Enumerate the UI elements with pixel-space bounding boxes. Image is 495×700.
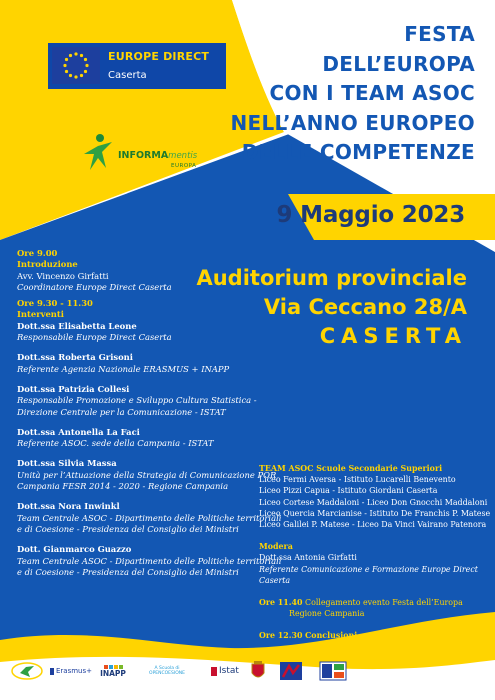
title-line: DELLE COMPETENZE [241,140,475,164]
link-text: Collegamento evento Festa dell’Europa [305,598,463,608]
intro-time: Ore 9.00 [17,248,58,258]
regione-campania-logo [278,660,304,682]
closing-label: Conclusioni [305,631,358,641]
venue-city: CASERTA [319,324,467,348]
moderator-label: Modera [259,542,293,552]
speaker-name: Dott.ssa Roberta Grisoni [17,352,133,363]
teams-and-schedule [259,463,491,642]
speaker-name: Dott.ssa Elisabetta Leone [17,320,137,331]
intro-name: Avv. Vincenzo Girfatti [17,270,109,281]
speaker-name: Dott.ssa Silvia Massa [17,458,117,469]
school-pair: Liceo Fermi Aversa - Istituto Lucarelli Benevento [259,475,456,485]
teams-heading: TEAM ASOC Scuole Secondarie Superiori [259,464,443,473]
link-region: Regione Campania [289,609,365,619]
moderator-name: Dott.ssa Antonia Girfatti [259,553,357,563]
speaker-name: Dott.ssa Patrizia Collesi [17,383,130,394]
intro-label: Introduzione [17,259,78,270]
talks-label: Interventi [17,309,64,320]
informamentis-logo [10,660,44,682]
eu-flag-icon [52,47,100,84]
title-line: CON I TEAM ASOC [269,81,475,105]
informamentis-figure-icon [76,128,120,178]
school-pair: Liceo Galilei P. Matese - Liceo Da Vinci Vairano Patenora [259,520,487,530]
speaker-role: Team Centrale ASOC - Dipartimento delle Politiche territoriali e di Coesione - Presidenza del Consiglio dei Ministri [17,555,282,577]
closing-item [259,630,491,641]
title-line: DELL’EUROPA [322,51,475,76]
intro-role: Coordinatore Europe Direct Caserta [17,281,172,292]
venue-name: Auditorium provinciale [196,266,467,290]
speaker-role: Referente Agenzia Nazionale ERASMUS + INAPP [17,363,230,374]
informamentis-wordmark: INFORMAmentis [118,150,198,161]
europe-direct-logo [48,43,226,89]
moderator-role: Referente Comunicazione e Formazione Europe Direct Caserta [259,564,478,585]
school-pair: Liceo Pizzi Capua - Istituto Giordani Caserta [259,486,438,496]
europe-direct-subtitle: Caserta [108,70,147,81]
speaker-role: Responsabile Promozione e Sviluppo Cultura Statistica - Direzione Centrale per la Comunicazione - ISTAT [17,395,257,417]
por-campania-fesr-logo [318,660,348,682]
speaker-role: Referente ASOC. sede della Campania - ISTAT [17,438,214,449]
title-line: FESTA [404,22,475,46]
erasmus-logo: Erasmus+ [50,660,92,682]
venue-address: Via Ceccano 28/A [263,295,467,319]
europe-direct-title: EUROPE DIRECT [108,50,210,63]
inapp-logo: INAPP [97,660,129,682]
informamentis-sub: EUROPA [171,163,197,169]
a-scuola-di-opencoesione-logo: A Scuola di OPENCOESIONE [149,666,185,676]
speaker-role: Responsabile Europe Direct Caserta [17,332,172,343]
informamentis-logo [76,128,206,192]
event-title [215,20,475,168]
provincia-caserta-crest [250,660,266,682]
talks-time: Ore 9.30 - 11.30 [17,298,93,309]
title-line: NELL’ANNO EUROPEO [230,110,475,135]
speaker-name: Dott.ssa Nora Inwinkl [17,501,120,512]
link-time: Ore 11.40 [259,598,303,608]
event-date: 9 Maggio 2023 [276,202,465,228]
istat-logo: Istat [208,660,242,682]
school-pair: Liceo Cortese Maddaloni - Liceo Don Gnocchi Maddaloni [259,497,488,507]
speaker-name: Dott.ssa Antonella La Faci [17,426,140,437]
school-pair: Liceo Quercia Marcianise - Istituto De Franchis P. Matese [259,508,491,518]
program-schedule [17,248,287,585]
speaker-role: Team Centrale ASOC - Dipartimento delle Politiche territoriali e di Coesione - Presidenza del Consiglio dei Ministri [17,512,282,534]
link-item [259,597,491,608]
closing-time: Ore 12.30 [259,631,303,641]
speaker-role: Unità per l’Attuazione della Strategia di Comunicazione POR Campania FESR 2014 - 2020 - Regione Campania [17,469,277,492]
speaker-name: Dott. Gianmarco Guazzo [17,544,132,555]
